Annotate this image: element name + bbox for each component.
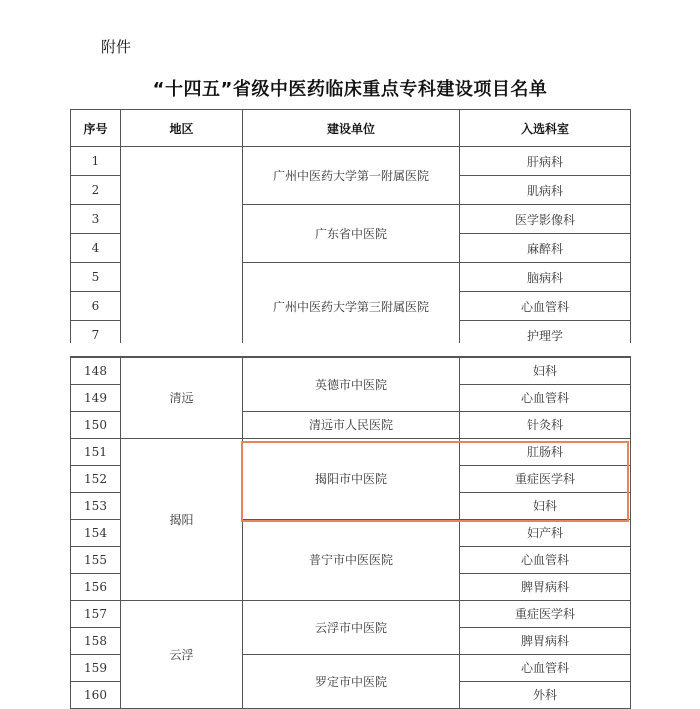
table-row (71, 600, 631, 627)
unit-cell: 罗定市中医院 (243, 654, 460, 708)
dept-cell: 护理学 (460, 321, 631, 350)
dept-cell: 肝病科 (460, 147, 631, 176)
row-number: 158 (71, 627, 121, 654)
row-number: 150 (71, 411, 121, 438)
row-number: 1 (71, 147, 121, 176)
row-number: 153 (71, 492, 121, 519)
header-unit: 建设单位 (243, 110, 460, 147)
unit-cell: 广州中医药大学第三附属医院 (243, 263, 460, 350)
project-table-top (70, 109, 631, 350)
row-number: 159 (71, 654, 121, 681)
dept-cell: 医学影像科 (460, 205, 631, 234)
unit-cell: 英德市中医院 (243, 357, 460, 411)
unit-cell: 揭阳市中医院 (243, 438, 460, 519)
dept-cell: 脾胃病科 (460, 627, 631, 654)
unit-cell: 广东省中医院 (243, 205, 460, 263)
dept-cell: 心血管科 (460, 384, 631, 411)
table-header-row (71, 110, 631, 147)
row-number: 6 (71, 292, 121, 321)
region-cell: 清远 (121, 357, 243, 438)
row-number: 148 (71, 357, 121, 384)
dept-cell: 心血管科 (460, 546, 631, 573)
dept-cell: 妇科 (460, 357, 631, 384)
unit-cell: 云浮市中医院 (243, 600, 460, 654)
header-dept: 入选科室 (460, 110, 631, 147)
dept-cell: 脾胃病科 (460, 573, 631, 600)
row-number: 160 (71, 681, 121, 708)
dept-cell: 针灸科 (460, 411, 631, 438)
row-number: 5 (71, 263, 121, 292)
dept-cell: 外科 (460, 681, 631, 708)
row-number: 7 (71, 321, 121, 350)
project-table-bottom (70, 356, 631, 709)
dept-cell: 重症医学科 (460, 600, 631, 627)
unit-cell: 清远市人民医院 (243, 411, 460, 438)
row-number: 157 (71, 600, 121, 627)
table-excerpt-gap (60, 343, 640, 355)
header-region: 地区 (121, 110, 243, 147)
row-number: 154 (71, 519, 121, 546)
row-number: 149 (71, 384, 121, 411)
dept-cell: 心血管科 (460, 654, 631, 681)
row-number: 151 (71, 438, 121, 465)
region-cell: 云浮 (121, 600, 243, 708)
region-cell (121, 147, 243, 350)
row-number: 4 (71, 234, 121, 263)
document-title: “十四五”省级中医药临床重点专科建设项目名单 (152, 79, 548, 100)
row-number: 152 (71, 465, 121, 492)
attachment-label: 附件 (101, 38, 132, 56)
header-number: 序号 (71, 110, 121, 147)
unit-cell: 广州中医药大学第一附属医院 (243, 147, 460, 205)
row-number: 2 (71, 176, 121, 205)
dept-cell: 麻醉科 (460, 234, 631, 263)
row-number: 155 (71, 546, 121, 573)
dept-cell: 肛肠科 (460, 438, 631, 465)
row-number: 156 (71, 573, 121, 600)
table-row (71, 147, 631, 176)
dept-cell: 心血管科 (460, 292, 631, 321)
dept-cell: 肌病科 (460, 176, 631, 205)
dept-cell: 脑病科 (460, 263, 631, 292)
unit-cell: 普宁市中医医院 (243, 519, 460, 600)
dept-cell: 重症医学科 (460, 465, 631, 492)
region-cell: 揭阳 (121, 438, 243, 600)
dept-cell: 妇产科 (460, 519, 631, 546)
dept-cell: 妇科 (460, 492, 631, 519)
row-number: 3 (71, 205, 121, 234)
table-row (71, 357, 631, 384)
table-row (71, 438, 631, 465)
